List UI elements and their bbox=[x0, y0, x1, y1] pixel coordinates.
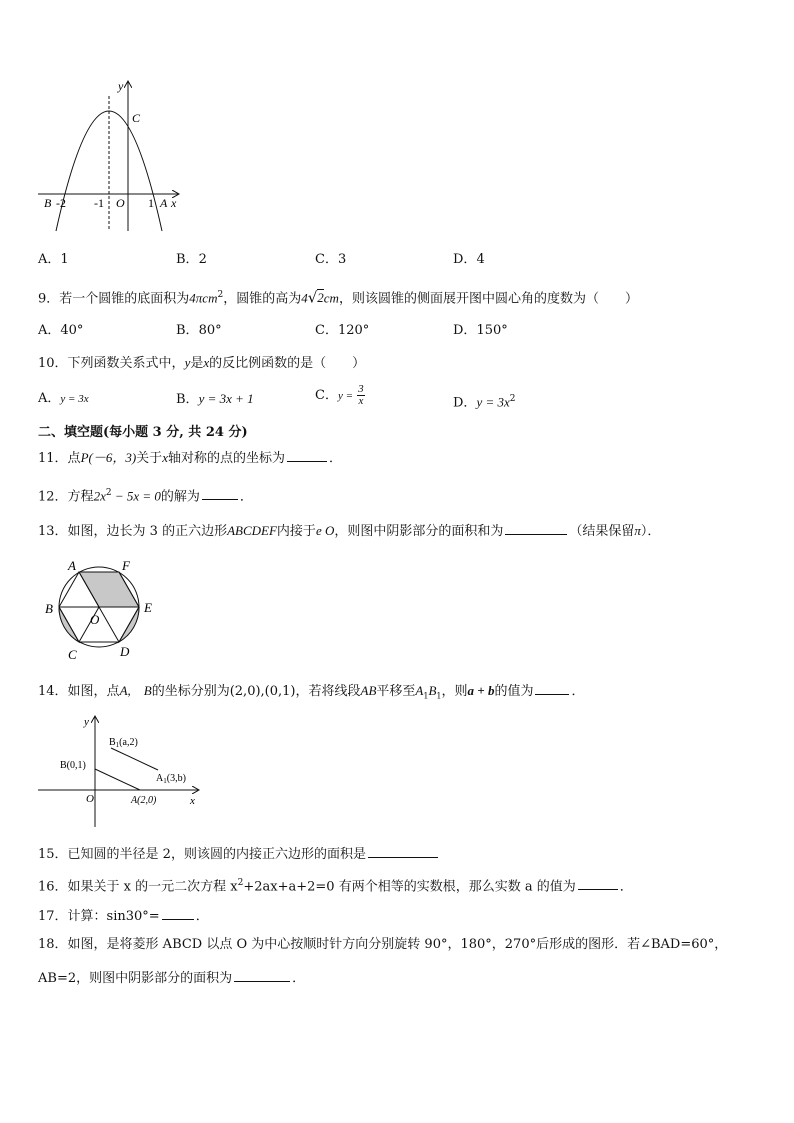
question-18: 18．如图，是将菱形 ABCD 以点 O 为中心按顺时针方向分别旋转 90°，180°，270°后形成的图形．若∠BAD=60°， bbox=[38, 937, 728, 952]
q18-answer-blank[interactable] bbox=[234, 967, 290, 982]
label-b1: $B_1(a,2)$ bbox=[109, 737, 138, 749]
q16-answer-blank[interactable] bbox=[578, 875, 618, 890]
label-x: x bbox=[171, 196, 177, 210]
label-b: B(0,1) bbox=[60, 760, 86, 771]
label-o: O bbox=[86, 793, 94, 805]
question-14: 14．如图，点A, B的坐标分别为(2,0),(0,1)，若将线段AB平移至$A_1B_1$，则a + b的值为 ． bbox=[38, 680, 584, 706]
label-o: O bbox=[116, 196, 125, 210]
label-x: x bbox=[190, 795, 195, 807]
question-15: 15．已知圆的半径是 2，则该圆的内接正六边形的面积是 bbox=[38, 843, 440, 864]
segment-a1b1 bbox=[111, 748, 158, 770]
q9-option-a[interactable]: A．40° bbox=[38, 323, 84, 338]
q10-option-a[interactable]: A．y = 3x bbox=[38, 391, 89, 406]
label-a: A bbox=[160, 196, 168, 210]
label-c: C bbox=[132, 111, 141, 125]
q9-option-c[interactable]: C．120° bbox=[315, 323, 370, 338]
label-e: E bbox=[144, 600, 152, 615]
label-m2: -2 bbox=[56, 196, 66, 210]
section-heading: 二、填空题(每小题 3 分, 共 24 分) bbox=[38, 425, 248, 440]
label-f: F bbox=[122, 558, 130, 573]
question-11: 11．点P(－6，3)关于x轴对称的点的坐标为 ． bbox=[38, 447, 342, 468]
label-a1: $A_1(3,b)$ bbox=[156, 773, 186, 785]
question-12: 12．方程$2x^2 - 5x = 0$的解为 ． bbox=[38, 484, 253, 506]
q10-option-c[interactable]: C．y = $\frac{3}{x}$ bbox=[315, 383, 364, 407]
q14-answer-blank[interactable] bbox=[535, 680, 569, 695]
question-9: 9．若一个圆锥的底面积为4πcm$^2$，圆锥的高为4√2cm，则该圆锥的侧面展开图中圆心角的度数为（ ） bbox=[38, 288, 638, 307]
q8-option-b[interactable]: B．2 bbox=[176, 252, 207, 267]
question-13: 13．如图，边长为 3 的正六边形ABCDEF内接于e O，则图中阴影部分的面积和为 （结果保留π）． bbox=[38, 520, 660, 541]
q11-answer-blank[interactable] bbox=[287, 447, 327, 462]
q15-answer-blank[interactable] bbox=[368, 843, 438, 858]
label-b: B bbox=[45, 601, 53, 616]
parabola-figure bbox=[34, 76, 184, 236]
question-18-line-2: AB=2，则图中阴影部分的面积为 ． bbox=[38, 967, 305, 988]
label-o: O bbox=[90, 612, 100, 627]
hexagon-figure bbox=[40, 555, 165, 665]
label-a: A bbox=[68, 558, 76, 573]
q8-option-c[interactable]: C．3 bbox=[315, 252, 347, 267]
q8-option-d[interactable]: D．4 bbox=[453, 252, 485, 267]
q10-option-d[interactable]: D．$y = 3x^2$ bbox=[453, 394, 516, 411]
q10-option-b[interactable]: B．y = 3x + 1 bbox=[176, 391, 254, 407]
label-c: C bbox=[68, 647, 77, 662]
q13-answer-blank[interactable] bbox=[505, 520, 567, 535]
label-d: D bbox=[120, 644, 130, 659]
label-y: y bbox=[84, 716, 89, 728]
label-m1: -1 bbox=[94, 196, 104, 210]
label-y: y bbox=[118, 79, 124, 93]
translation-figure bbox=[36, 713, 206, 831]
question-17: 17．计算：sin30°= ． bbox=[38, 905, 209, 926]
label-a: A(2,0) bbox=[131, 795, 157, 806]
q8-option-a[interactable]: A．1 bbox=[38, 252, 69, 267]
shaded-parallelogram bbox=[79, 572, 139, 607]
q12-answer-blank[interactable] bbox=[202, 485, 238, 500]
question-16: 16．如果关于 x 的一元二次方程 $x^2+2ax+a+2=0$ 有两个相等的实数根，那么实数 a 的值为 ． bbox=[38, 874, 633, 896]
label-1: 1 bbox=[148, 196, 154, 210]
q9-option-b[interactable]: B．80° bbox=[176, 323, 222, 338]
q9-option-d[interactable]: D．150° bbox=[453, 323, 508, 338]
question-10: 10．下列函数关系式中，y是x的反比例函数的是（ ） bbox=[38, 355, 366, 371]
q17-answer-blank[interactable] bbox=[162, 905, 194, 920]
segment-ab bbox=[95, 769, 140, 790]
label-b: B bbox=[44, 196, 52, 210]
